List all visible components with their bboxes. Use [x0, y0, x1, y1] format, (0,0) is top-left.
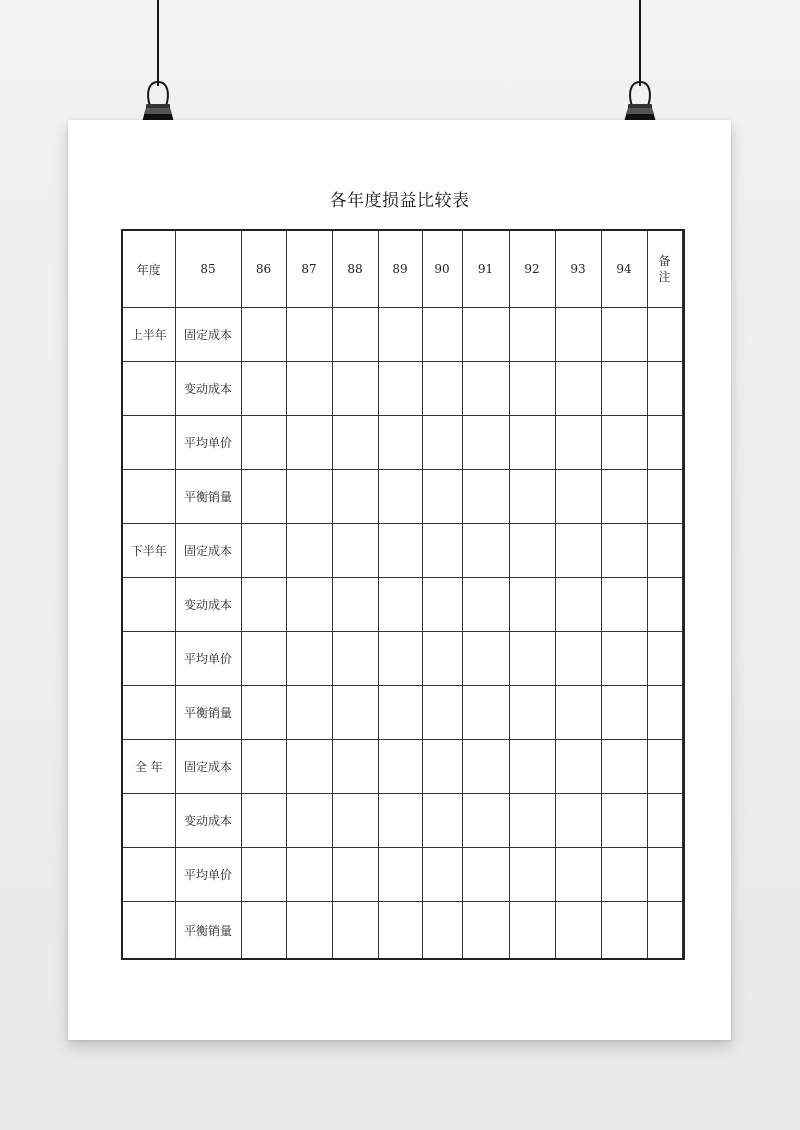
item-label-cell: 平衡销量 — [175, 902, 241, 960]
period-cell — [122, 470, 175, 524]
value-cell — [555, 740, 601, 794]
value-cell — [601, 416, 647, 470]
value-cell — [647, 578, 682, 632]
value-cell — [601, 686, 647, 740]
value-cell — [509, 416, 555, 470]
value-cell — [647, 308, 682, 362]
table-row — [122, 362, 684, 416]
value-cell — [378, 524, 422, 578]
value-cell — [601, 578, 647, 632]
value-cell — [682, 416, 684, 470]
value-cell — [462, 308, 509, 362]
value-cell — [601, 794, 647, 848]
year-column-header: 85 — [175, 230, 241, 308]
year-column-header: 88 — [332, 230, 378, 308]
value-cell — [509, 848, 555, 902]
item-label-cell: 固定成本 — [175, 524, 241, 578]
year-column-header: 89 — [378, 230, 422, 308]
value-cell — [332, 740, 378, 794]
value-cell — [647, 848, 682, 902]
value-cell — [332, 686, 378, 740]
value-cell — [509, 308, 555, 362]
value-cell — [332, 632, 378, 686]
value-cell — [286, 416, 332, 470]
value-cell — [555, 308, 601, 362]
period-cell — [122, 416, 175, 470]
value-cell — [241, 794, 286, 848]
item-label-cell: 平均单价 — [175, 632, 241, 686]
value-cell — [286, 524, 332, 578]
period-cell — [122, 362, 175, 416]
value-cell — [462, 686, 509, 740]
value-cell — [509, 362, 555, 416]
note-column-header: 备 注 — [647, 230, 682, 308]
value-cell — [555, 632, 601, 686]
value-cell — [286, 362, 332, 416]
value-cell — [682, 902, 684, 960]
value-cell — [286, 740, 332, 794]
item-label-cell: 固定成本 — [175, 308, 241, 362]
item-label-cell: 平衡销量 — [175, 470, 241, 524]
value-cell — [332, 308, 378, 362]
value-cell — [647, 362, 682, 416]
value-cell — [378, 578, 422, 632]
value-cell — [422, 686, 462, 740]
value-cell — [462, 848, 509, 902]
year-column-header: 90 — [422, 230, 462, 308]
period-cell — [122, 686, 175, 740]
value-cell — [241, 848, 286, 902]
value-cell — [378, 470, 422, 524]
table-header-row — [122, 230, 684, 308]
value-cell — [462, 416, 509, 470]
value-cell — [241, 578, 286, 632]
value-cell — [462, 740, 509, 794]
item-label-cell: 变动成本 — [175, 578, 241, 632]
value-cell — [241, 362, 286, 416]
comparison-table — [121, 229, 685, 960]
item-label-cell: 变动成本 — [175, 794, 241, 848]
value-cell — [601, 524, 647, 578]
value-cell — [682, 578, 684, 632]
value-cell — [422, 362, 462, 416]
value-cell — [378, 416, 422, 470]
value-cell — [555, 686, 601, 740]
item-label-cell: 平均单价 — [175, 416, 241, 470]
value-cell — [332, 794, 378, 848]
value-cell — [509, 470, 555, 524]
value-cell — [241, 416, 286, 470]
value-cell — [332, 524, 378, 578]
value-cell — [462, 632, 509, 686]
item-label-cell: 变动成本 — [175, 362, 241, 416]
period-cell: 下半年 — [122, 524, 175, 578]
period-cell: 上半年 — [122, 308, 175, 362]
value-cell — [422, 794, 462, 848]
value-cell — [682, 308, 684, 362]
value-cell — [241, 740, 286, 794]
year-column-header: 86 — [241, 230, 286, 308]
value-cell — [286, 632, 332, 686]
value-cell — [509, 524, 555, 578]
value-cell — [286, 578, 332, 632]
value-cell — [601, 632, 647, 686]
value-cell — [241, 308, 286, 362]
value-cell — [462, 362, 509, 416]
period-cell — [122, 632, 175, 686]
value-cell — [647, 524, 682, 578]
value-cell — [601, 362, 647, 416]
value-cell — [682, 686, 684, 740]
value-cell — [682, 632, 684, 686]
value-cell — [555, 794, 601, 848]
table-row — [122, 848, 684, 902]
value-cell — [332, 848, 378, 902]
value-cell — [647, 794, 682, 848]
value-cell — [601, 308, 647, 362]
item-label-cell: 平均单价 — [175, 848, 241, 902]
value-cell — [332, 470, 378, 524]
value-cell — [647, 740, 682, 794]
value-cell — [601, 848, 647, 902]
table-row — [122, 740, 684, 794]
value-cell — [682, 740, 684, 794]
value-cell — [241, 902, 286, 960]
value-cell — [647, 902, 682, 960]
value-cell — [241, 632, 286, 686]
value-cell — [422, 524, 462, 578]
table-row — [122, 470, 684, 524]
value-cell — [286, 848, 332, 902]
table-body — [122, 230, 684, 959]
value-cell — [555, 848, 601, 902]
value-cell — [555, 578, 601, 632]
value-cell — [286, 308, 332, 362]
value-cell — [647, 470, 682, 524]
value-cell — [378, 794, 422, 848]
year-column-header: 93 — [555, 230, 601, 308]
value-cell — [509, 578, 555, 632]
table-row — [122, 308, 684, 362]
value-cell — [422, 902, 462, 960]
hanging-wire-right — [639, 0, 641, 86]
value-cell — [378, 848, 422, 902]
value-cell — [422, 470, 462, 524]
value-cell — [509, 740, 555, 794]
year-column-header: 87 — [286, 230, 332, 308]
hanging-wire-left — [157, 0, 159, 86]
item-label-cell: 固定成本 — [175, 740, 241, 794]
table-row — [122, 794, 684, 848]
period-cell — [122, 848, 175, 902]
value-cell — [241, 524, 286, 578]
period-cell — [122, 794, 175, 848]
value-cell — [682, 794, 684, 848]
table-row — [122, 416, 684, 470]
value-cell — [555, 416, 601, 470]
year-column-header: 92 — [509, 230, 555, 308]
table-row — [122, 902, 684, 960]
value-cell — [422, 848, 462, 902]
value-cell — [378, 308, 422, 362]
value-cell — [462, 794, 509, 848]
value-cell — [601, 902, 647, 960]
year-column-header: 94 — [601, 230, 647, 308]
table-row — [122, 686, 684, 740]
table-row — [122, 578, 684, 632]
table-row — [122, 524, 684, 578]
value-cell — [241, 686, 286, 740]
value-cell — [378, 362, 422, 416]
value-cell — [462, 524, 509, 578]
value-cell — [422, 308, 462, 362]
value-cell — [332, 416, 378, 470]
value-cell — [647, 686, 682, 740]
value-cell — [555, 524, 601, 578]
value-cell — [286, 794, 332, 848]
item-label-cell: 平衡销量 — [175, 686, 241, 740]
year-column-header: 91 — [462, 230, 509, 308]
table-row — [122, 632, 684, 686]
value-cell — [601, 740, 647, 794]
value-cell — [682, 362, 684, 416]
value-cell — [647, 416, 682, 470]
value-cell — [286, 902, 332, 960]
value-cell — [555, 470, 601, 524]
value-cell — [462, 578, 509, 632]
value-cell — [332, 362, 378, 416]
value-cell — [647, 632, 682, 686]
value-cell — [378, 686, 422, 740]
period-cell: 全 年 — [122, 740, 175, 794]
value-cell — [462, 902, 509, 960]
value-cell — [682, 848, 684, 902]
value-cell — [509, 902, 555, 960]
value-cell — [378, 902, 422, 960]
value-cell — [422, 740, 462, 794]
value-cell — [378, 632, 422, 686]
value-cell — [286, 686, 332, 740]
value-cell — [682, 470, 684, 524]
value-cell — [509, 794, 555, 848]
value-cell — [332, 902, 378, 960]
value-cell — [241, 470, 286, 524]
value-cell — [555, 902, 601, 960]
value-cell — [682, 524, 684, 578]
paper-sheet — [68, 120, 731, 1040]
period-cell — [122, 578, 175, 632]
value-cell — [332, 578, 378, 632]
value-cell — [462, 470, 509, 524]
value-cell — [555, 362, 601, 416]
value-cell — [509, 686, 555, 740]
value-cell — [286, 470, 332, 524]
value-cell — [378, 740, 422, 794]
value-cell — [509, 632, 555, 686]
value-cell — [422, 632, 462, 686]
value-cell — [422, 578, 462, 632]
period-cell — [122, 902, 175, 960]
document-title: 各年度损益比较表 — [329, 191, 470, 211]
year-label-cell: 年度 — [122, 230, 175, 308]
value-cell — [422, 416, 462, 470]
value-cell — [601, 470, 647, 524]
